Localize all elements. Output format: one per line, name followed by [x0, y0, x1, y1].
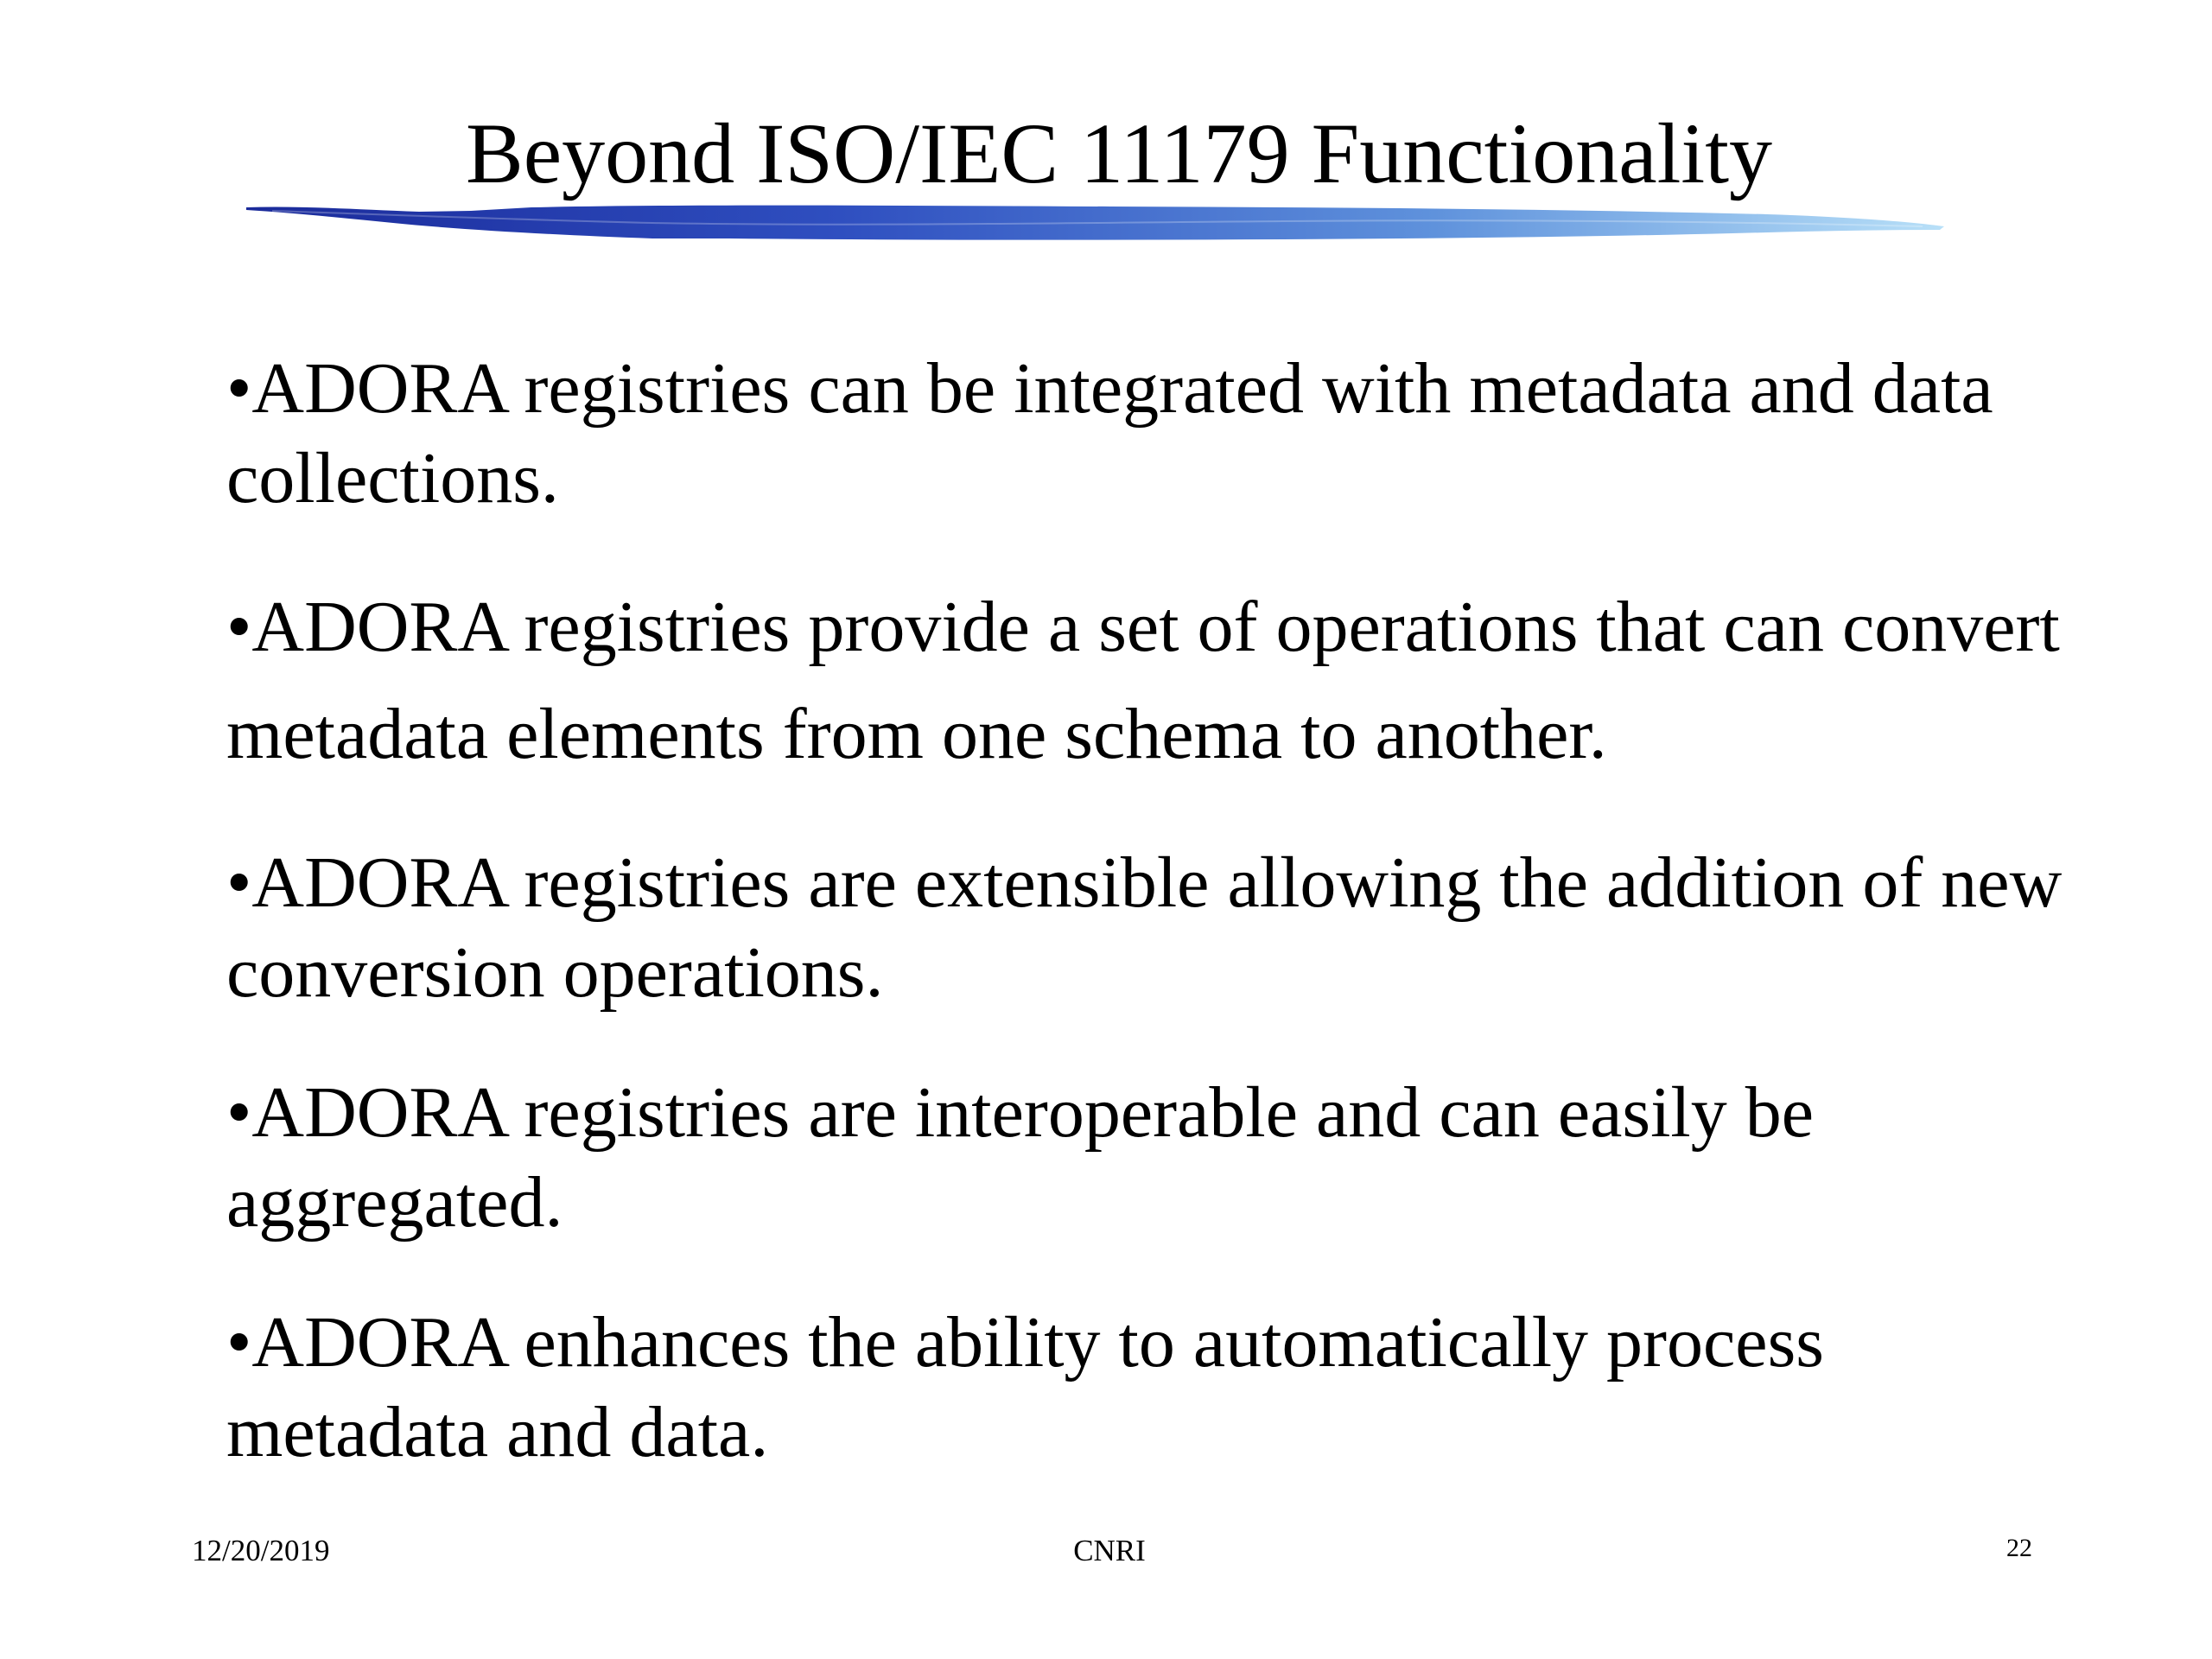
bullet-item: •ADORA registries can be integrated with metadata and data collections. [226, 348, 1993, 518]
footer-page-number: 22 [2006, 1534, 2032, 1562]
bullet-item: •ADORA registries are extensible allowing the addition of new conversion operations. [226, 842, 2063, 1013]
bullet-list [226, 344, 2084, 1528]
title-underline-brushstroke [246, 197, 1944, 257]
footer-date: 12/20/2019 [192, 1534, 330, 1567]
bullet-item: •ADORA enhances the ability to automatically process metadata and data. [226, 1302, 1824, 1472]
bullet-item: •ADORA registries provide a set of operations that can convert metadata elements from one schema to another. [226, 587, 2060, 774]
footer-organization [0, 1534, 2212, 1568]
slide-title-text: Beyond ISO/IEC 11179 Functionality [466, 105, 1772, 201]
footer-organization-text: CNRI [1073, 1534, 1146, 1567]
bullet-item: •ADORA registries are interoperable and can easily be aggregated. [226, 1072, 1815, 1243]
slide-title [0, 102, 2212, 206]
